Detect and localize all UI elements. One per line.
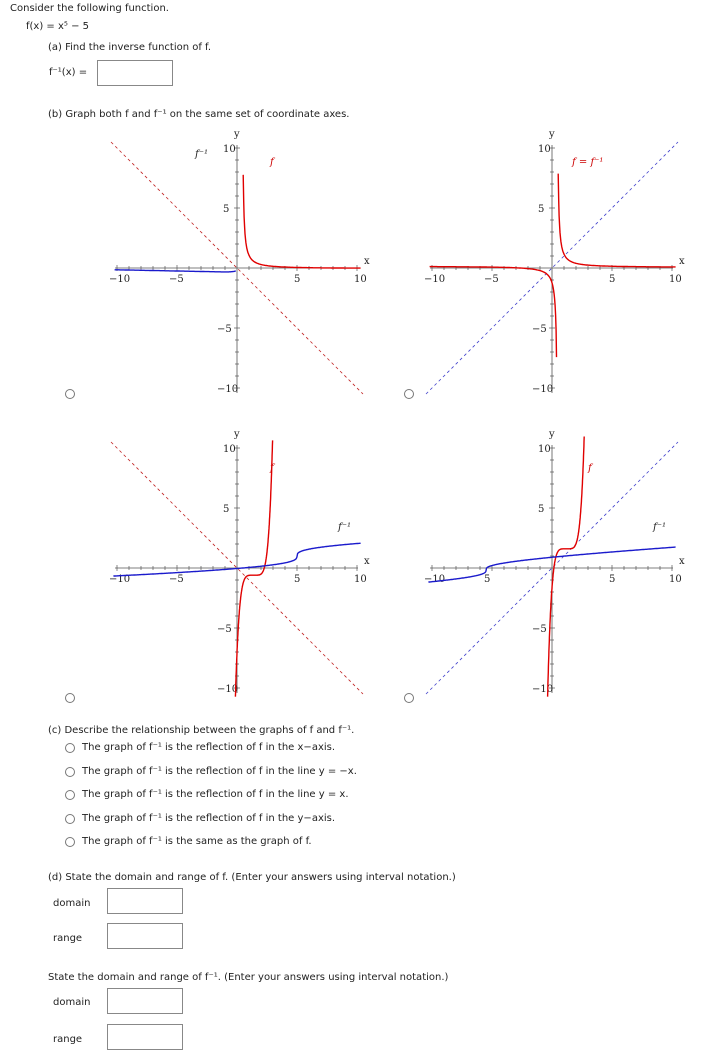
- domain-f-label: domain: [53, 898, 91, 909]
- curve-label: f⁻¹: [195, 149, 208, 160]
- y-axis-label: y: [549, 429, 555, 440]
- part-d-prompt: (d) State the domain and range of f. (Enter your answers using interval notation.): [48, 872, 456, 883]
- y-tick-label: −5: [532, 324, 547, 335]
- x-tick-label: 5: [609, 274, 616, 285]
- x-tick-label: −10: [109, 574, 131, 585]
- y-axis-label: y: [549, 129, 555, 140]
- graph-option-2: [415, 125, 690, 400]
- x-tick-label: −10: [424, 274, 446, 285]
- range-finv-label: range: [53, 1034, 83, 1045]
- y-axis-label: y: [234, 429, 240, 440]
- option-label-4: The graph of f⁻¹ is the reflection of f in the y−axis.: [82, 813, 336, 824]
- x-axis-label: x: [364, 256, 370, 267]
- option-radio-2[interactable]: [65, 767, 75, 777]
- x-tick-label: −10: [424, 574, 446, 585]
- x-axis-label: x: [679, 556, 685, 567]
- y-tick-label: 10: [538, 144, 551, 155]
- graph-1-radio[interactable]: [65, 389, 75, 399]
- option-label-2: The graph of f⁻¹ is the reflection of f in the line y = −x.: [82, 766, 357, 777]
- graph-4-radio[interactable]: [404, 693, 414, 703]
- f-curve: [558, 174, 675, 267]
- x-tick-label: −5: [169, 274, 184, 285]
- x-tick-label: 5: [294, 574, 301, 585]
- finv-curve: [115, 270, 236, 272]
- f-curve: [548, 437, 585, 697]
- y-tick-label: 5: [223, 504, 230, 515]
- x-tick-label: 5: [609, 574, 616, 585]
- y-tick-label: 10: [223, 144, 236, 155]
- y-tick-label: 10: [223, 444, 236, 455]
- intro-text: Consider the following function.: [10, 3, 169, 14]
- curve-label: f: [270, 157, 274, 168]
- y-tick-label: −10: [532, 384, 554, 395]
- x-axis-label: x: [364, 556, 370, 567]
- y-tick-label: 5: [538, 504, 545, 515]
- option-label-1: The graph of f⁻¹ is the reflection of f in the x−axis.: [82, 742, 336, 753]
- option-label-5: The graph of f⁻¹ is the same as the graph of f.: [82, 836, 312, 847]
- domain-f-input[interactable]: [107, 888, 183, 914]
- x-tick-label: −10: [109, 274, 131, 285]
- x-axis-label: x: [679, 256, 685, 267]
- option-radio-1[interactable]: [65, 743, 75, 753]
- graph-2-radio[interactable]: [404, 389, 414, 399]
- option-radio-4[interactable]: [65, 814, 75, 824]
- y-tick-label: 5: [223, 204, 230, 215]
- option-label-3: The graph of f⁻¹ is the reflection of f in the line y = x.: [82, 789, 349, 800]
- curve-label: f⁻¹: [653, 522, 666, 533]
- x-tick-label: 10: [354, 574, 367, 585]
- curve-label: f = f⁻¹: [572, 157, 604, 168]
- curve-label: f: [270, 463, 274, 474]
- y-tick-label: 5: [538, 204, 545, 215]
- range-f-label: range: [53, 933, 83, 944]
- inverse-function-input[interactable]: [97, 60, 173, 86]
- option-radio-3[interactable]: [65, 790, 75, 800]
- graph-option-1: [100, 125, 375, 400]
- y-axis-label: y: [234, 129, 240, 140]
- graph-option-3: [100, 425, 375, 700]
- range-f-input[interactable]: [107, 923, 183, 949]
- option-radio-5[interactable]: [65, 837, 75, 847]
- part-d-prompt-inverse: State the domain and range of f⁻¹. (Enter your answers using interval notation.): [48, 972, 449, 983]
- part-a-prompt: (a) Find the inverse function of f.: [48, 42, 212, 53]
- f-curve: [243, 175, 360, 268]
- x-tick-label: 10: [669, 274, 682, 285]
- part-b-prompt: (b) Graph both f and f⁻¹ on the same set of coordinate axes.: [48, 109, 350, 120]
- x-tick-label: −5: [169, 574, 184, 585]
- domain-finv-input[interactable]: [107, 988, 183, 1014]
- y-tick-label: −5: [217, 324, 232, 335]
- graph-option-4: [415, 425, 690, 700]
- part-c-prompt: (c) Describe the relationship between the graphs of f and f⁻¹.: [48, 725, 355, 736]
- inverse-answer-label: f⁻¹(x) =: [49, 67, 88, 78]
- graph-3-radio[interactable]: [65, 693, 75, 703]
- domain-finv-label: domain: [53, 997, 91, 1008]
- x-tick-label: 5: [484, 574, 491, 585]
- y-tick-label: −10: [217, 384, 239, 395]
- range-finv-input[interactable]: [107, 1024, 183, 1050]
- function-definition: f(x) = x⁵ − 5: [26, 21, 90, 32]
- y-tick-label: 10: [538, 444, 551, 455]
- x-tick-label: 10: [669, 574, 682, 585]
- y-tick-label: −10: [532, 684, 554, 695]
- curve-label: f: [588, 463, 592, 474]
- y-tick-label: −10: [217, 684, 239, 695]
- x-tick-label: 10: [354, 274, 367, 285]
- y-tick-label: −5: [217, 624, 232, 635]
- x-tick-label: 5: [294, 274, 301, 285]
- curve-label: f⁻¹: [338, 522, 351, 533]
- y-tick-label: −5: [532, 624, 547, 635]
- x-tick-label: −5: [484, 274, 499, 285]
